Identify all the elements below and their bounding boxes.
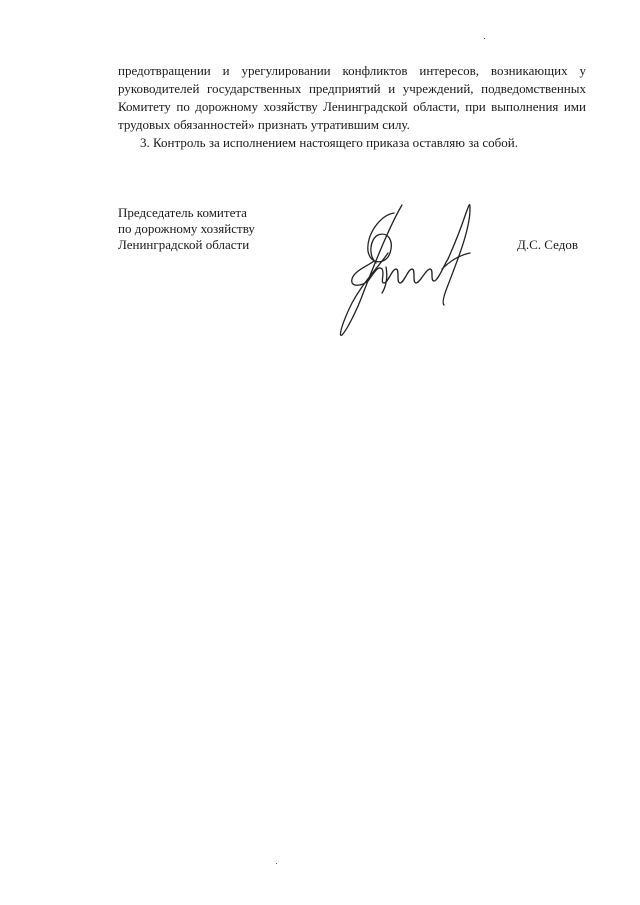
scan-speck [484, 38, 485, 39]
paragraph-1: предотвращении и урегулировании конфликтов интересов, возникающих у руководителей государственных предприятий и учреждений, подведомственных Комитету по дорожному хозяйству Ленинградской области, при выполнения ими трудовых обязанностей» признать утратившим силу. [118, 63, 586, 132]
scan-speck [276, 863, 277, 864]
document-body [118, 62, 586, 152]
signatory-title-line-1: Председатель комитета [118, 205, 247, 220]
paragraph-2: 3. Контроль за исполнением настоящего приказа оставляю за собой. [140, 135, 518, 150]
signatory-title-line-2: по дорожному хозяйству [118, 221, 255, 236]
signatory-title-line-3: Ленинградской области [118, 237, 250, 252]
handwritten-signature [330, 195, 500, 345]
signatory-name: Д.С. Седов [517, 237, 578, 252]
signatory-title [118, 205, 255, 253]
